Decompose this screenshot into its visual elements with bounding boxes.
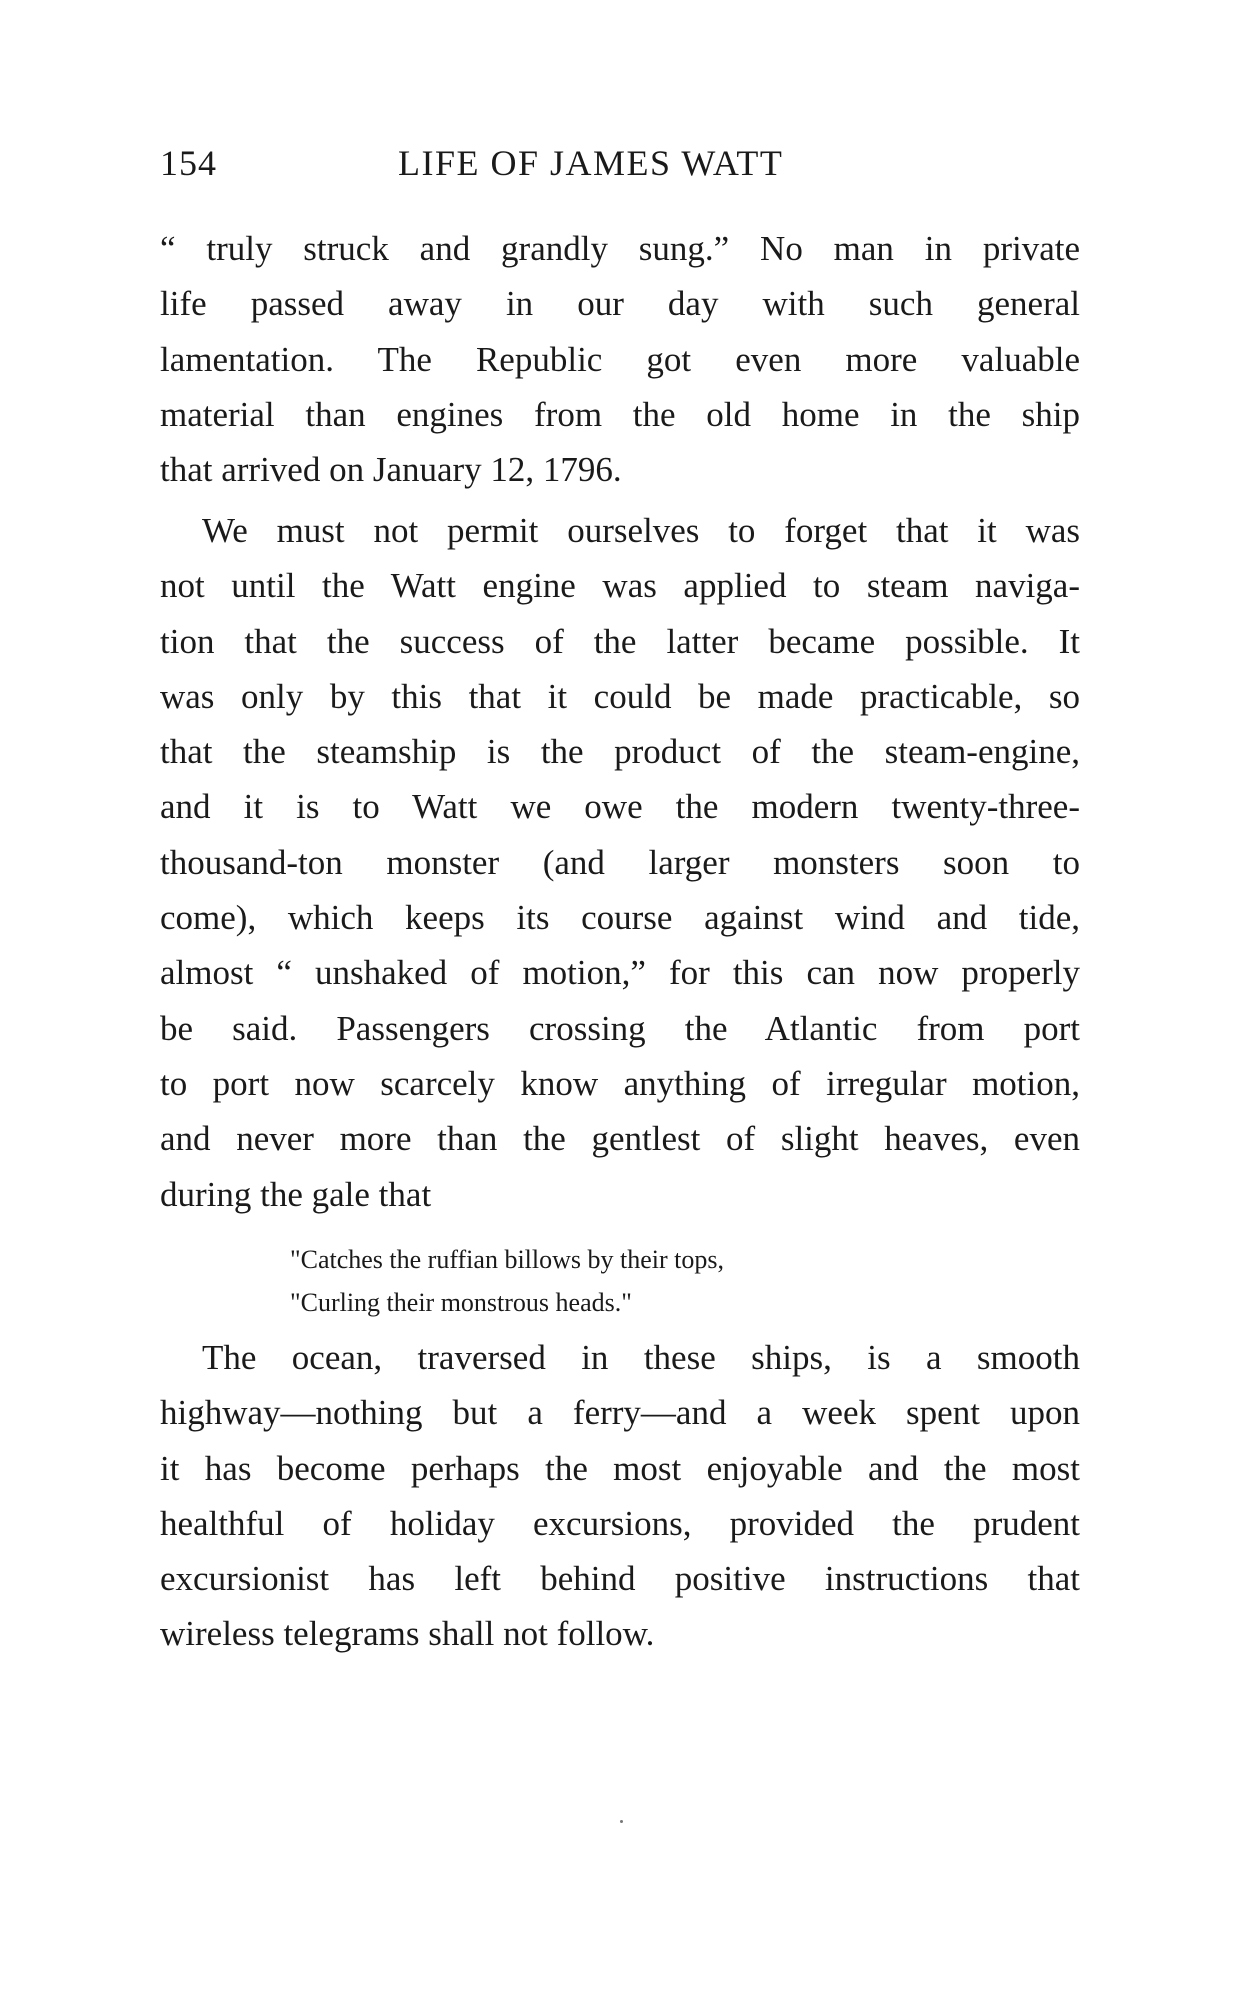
text-line: not until the Watt engine was applied to steam naviga-	[160, 566, 1080, 606]
ink-speck	[620, 1820, 623, 1823]
text-line: “ truly struck and grandly sung.” No man in private	[160, 229, 1080, 268]
text-line: life passed away in our day with such general	[160, 284, 1080, 324]
running-head	[160, 142, 1080, 192]
text-line: tion that the success of the latter became possible. It	[160, 621, 1080, 661]
running-title: LIFE OF JAMES WATT	[398, 143, 784, 183]
text-line: material than engines from the old home in the ship	[160, 394, 1080, 434]
text-line: that arrived on January 12, 1796.	[160, 450, 622, 490]
verse-quote	[290, 1238, 930, 1324]
text-line: thousand-ton monster (and larger monsters soon to	[160, 842, 1080, 882]
text-line: healthful of holiday excursions, provided the prudent	[160, 1503, 1080, 1543]
text-line: and it is to Watt we owe the modern twenty-three-	[160, 787, 1080, 827]
text-line: excursionist has left behind positive instructions that	[160, 1559, 1080, 1599]
text-line: highway—nothing but a ferry—and a week spent upon	[160, 1393, 1080, 1433]
text-line: The ocean, traversed in these ships, is a smooth	[202, 1338, 1080, 1377]
paragraph-2	[160, 503, 1080, 1222]
text-line: come), which keeps its course against wind and tide,	[160, 898, 1080, 938]
text-line: during the gale that	[160, 1174, 432, 1214]
text-line: that the steamship is the product of the steam-engine,	[160, 732, 1080, 772]
text-line: almost “ unshaked of motion,” for this can now properly	[160, 953, 1080, 993]
page-number: 154	[160, 143, 217, 183]
text-line: to port now scarcely know anything of irregular motion,	[160, 1063, 1080, 1103]
paragraph-3	[160, 1330, 1080, 1662]
paragraph-1	[160, 221, 1080, 497]
text-line: lamentation. The Republic got even more valuable	[160, 339, 1080, 379]
text-line: We must not permit ourselves to forget that it was	[202, 511, 1080, 550]
text-line: be said. Passengers crossing the Atlantic from port	[160, 1008, 1080, 1048]
quote-line: "Curling their monstrous heads."	[290, 1288, 632, 1317]
text-line: it has become perhaps the most enjoyable and the most	[160, 1448, 1080, 1488]
quote-line: "Catches the ruffian billows by their tops,	[290, 1245, 725, 1274]
text-line: and never more than the gentlest of slight heaves, even	[160, 1119, 1080, 1159]
text-line: wireless telegrams shall not follow.	[160, 1614, 655, 1654]
text-line: was only by this that it could be made practicable, so	[160, 676, 1080, 716]
